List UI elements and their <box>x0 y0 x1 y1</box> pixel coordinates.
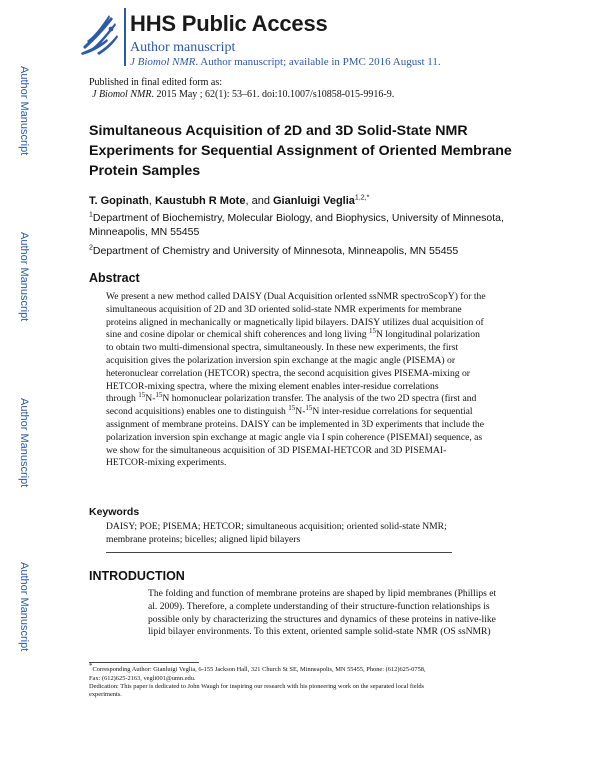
author-list <box>89 195 369 207</box>
abstract-line: heteronuclear correlation (HETCOR) spectra, the second acquisition gives PISEMA-mixing or <box>106 367 470 379</box>
author-separator: , <box>148 195 156 207</box>
affiliation-marker: 2 <box>89 244 93 252</box>
abstract-text: longitudinal polarization <box>382 329 480 341</box>
introduction-line: The folding and function of membrane proteins are shaped by lipid membranes (Phillips et <box>148 588 497 599</box>
paper-title <box>89 121 529 181</box>
keywords-line: membrane proteins; bicelles; aligned lipid bilayers <box>106 533 301 545</box>
author-name: T. Gopinath <box>89 195 149 207</box>
footnote-marker: * <box>89 662 93 670</box>
citation-details: . 2015 May ; 62(1): 53–61. doi:10.1007/s10858-015-9916-9. <box>151 89 395 100</box>
isotope-label: 15 <box>138 391 146 400</box>
abstract-line: We present a new method called DAISY (Dual Acquisition orIented ssNMR spectroScopY) for the <box>106 291 486 302</box>
abstract-text: N inter-residue correlations for sequential <box>312 406 473 418</box>
abstract-line: assignment of membrane proteins. DAISY can be implemented in 3D experiments that include the <box>106 418 484 430</box>
abstract-text: sine and cosine dipolar or chemical shift coherences and long living <box>106 329 369 341</box>
side-label-author-manuscript: Author Manuscript <box>18 398 30 488</box>
abstract-line <box>106 329 526 342</box>
title-line: Simultaneous Acquisition of 2D and 3D Solid-State NMR <box>89 123 468 139</box>
side-label-author-manuscript: Author Manuscript <box>18 232 30 322</box>
introduction-line: lipid bilayer environments. To this extent, oriented sample solid-state NMR (OS ssNMR) <box>148 626 491 638</box>
abstract-line <box>106 403 526 419</box>
abstract-text: - <box>302 406 306 418</box>
affiliation-marker: 1 <box>89 211 93 219</box>
isotope-label: 15 <box>305 403 313 412</box>
title-line: Experiments for Sequential Assignment of Oriented Membrane <box>89 143 512 159</box>
affiliation-text: Department of Biochemistry, Molecular Biology, and Biophysics, University of Minnesota, Minneapolis, MN 55455 <box>89 212 504 238</box>
header-availability: . Author manuscript; available in PMC 2016 August 11. <box>195 56 441 68</box>
abstract-text: N homonuclear polarization transfer. The analysis of the two 2D spectra (first and <box>162 393 477 405</box>
isotope-label: 15 <box>368 327 376 336</box>
abstract-line: we show for the simultaneous acquisition of 3D PISEMAI-HETCOR and 3D PISEMAI- <box>106 444 447 456</box>
keywords-line: DAISY; POE; PISEMA; HETCOR; simultaneous acquisition; oriented solid-state NMR; <box>106 521 447 532</box>
keywords-list <box>106 521 447 547</box>
abstract-text: through <box>106 393 139 405</box>
availability-line <box>130 56 441 68</box>
abstract-line: proteins aligned in mechanically or magnetically lipid bilayers. DAISY utilizes dual acquisition of <box>106 316 484 328</box>
author-manuscript-subtitle: Author manuscript <box>130 40 236 55</box>
abstract-body <box>106 291 526 470</box>
header-divider <box>124 8 126 66</box>
introduction-heading: INTRODUCTION <box>89 569 185 583</box>
affiliation-2 <box>89 245 458 257</box>
hhs-public-access-title: HHS Public Access <box>130 11 328 36</box>
footnote-divider <box>89 662 199 663</box>
abstract-line: polarization inversion spin exchange at magic angle via I spin coherence (PISEMAI) sequence, as <box>106 431 483 443</box>
abstract-line: acquisition gives the polarization inversion spin exchange at the magic angle (PISEMA) or <box>106 354 456 366</box>
isotope-label: 15 <box>155 391 163 400</box>
author-name: Gianluigi Veglia <box>273 195 355 207</box>
side-label-author-manuscript: Author Manuscript <box>18 562 30 652</box>
affiliation-1 <box>89 211 529 239</box>
footnote-text: Corresponding Author: Gianluigi Veglia, 6-155 Jackson Hall, 321 Church St SE, Minneapolis, MN 55455, Phone: (612)625-0758, <box>92 666 426 674</box>
abstract-heading: Abstract <box>89 271 140 285</box>
citation-journal: J Biomol NMR <box>92 89 152 100</box>
published-label: Published in final edited form as: <box>89 77 223 88</box>
side-label-author-manuscript: Author Manuscript <box>18 66 30 156</box>
abstract-text: second acquisitions) enables one to distinguish <box>106 406 289 418</box>
keywords-heading: Keywords <box>89 506 140 518</box>
title-line: Protein Samples <box>89 163 201 179</box>
published-citation <box>92 89 394 100</box>
abstract-text: - <box>152 393 156 405</box>
abstract-line <box>106 393 526 406</box>
abstract-text: N <box>375 329 383 341</box>
author-name: Kaustubh R Mote <box>155 195 246 207</box>
footnotes <box>89 662 529 700</box>
abstract-text: N <box>295 406 303 418</box>
author-affiliation-marker: 1,2,* <box>354 194 370 202</box>
footnote-line: experiments. <box>89 691 122 699</box>
abstract-line: HETCOR-mixing experiments. <box>106 457 227 469</box>
introduction-line: al. 2009). Therefore, a complete understanding of their structure-function relationships is <box>148 600 490 612</box>
header-journal: J Biomol NMR <box>130 56 196 68</box>
footnote-line <box>89 662 529 675</box>
keywords-divider <box>106 552 452 553</box>
author-separator: , and <box>245 195 273 207</box>
abstract-text: N <box>145 393 153 405</box>
affiliation-text: Department of Chemistry and University of Minnesota, Minneapolis, MN 55455 <box>92 245 459 257</box>
abstract-line: simultaneous acquisition of 2D and 3D oriented solid-state NMR experiments for membrane <box>106 303 462 315</box>
introduction-line: possible only by characterizing the structures and dynamics of these proteins in native-like <box>148 613 496 625</box>
introduction-body <box>148 588 528 639</box>
abstract-line: HETCOR-mixing spectra, where the mixing element enables inter-residue correlations <box>106 380 439 392</box>
footnote-line: Dedication: This paper is dedicated to John Waugh for inspiring our research with his pioneering work on the separated local fields <box>89 682 425 690</box>
footnote-line: Fax: (612)625-2163, vegli001@umn.edu. <box>89 674 196 682</box>
abstract-line: to obtain two multi-dimensional spectra, simultaneously. In these new experiments, the first <box>106 342 459 354</box>
hhs-eagle-logo-icon <box>77 9 121 57</box>
isotope-label: 15 <box>288 403 296 412</box>
